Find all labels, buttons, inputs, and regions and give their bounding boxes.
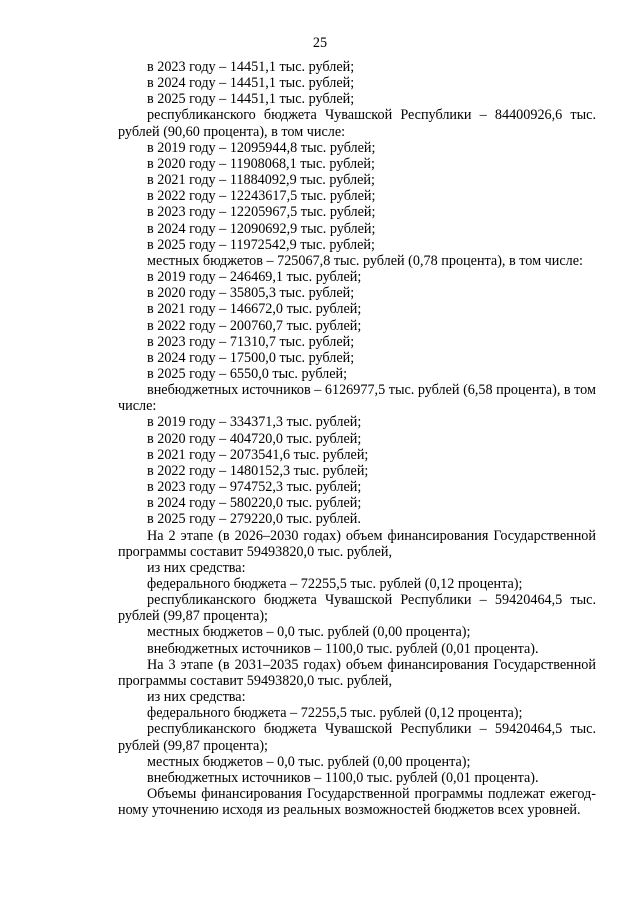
text-line: в 2019 году – 246469,1 тыс. рублей; xyxy=(147,269,362,286)
text-line: рублей (99,87 процента); xyxy=(118,608,268,625)
text-line: в 2024 году – 14451,1 тыс. рублей; xyxy=(147,75,355,92)
text-line: программы составит 59493820,0 тыс. рублей, xyxy=(118,543,393,560)
text-line: в 2025 году – 14451,1 тыс. рублей; xyxy=(147,91,355,108)
text-line: в 2022 году – 12243617,5 тыс. рублей; xyxy=(147,188,376,205)
text-line: в 2022 году – 200760,7 тыс. рублей; xyxy=(147,317,362,334)
document-body xyxy=(118,59,596,818)
text-line: в 2023 году – 14451,1 тыс. рублей; xyxy=(147,59,355,75)
text-line: в 2023 году – 974752,3 тыс. рублей; xyxy=(147,479,362,496)
text-line: федерального бюджета – 72255,5 тыс. рублей (0,12 процента); xyxy=(147,576,523,592)
text-line: в 2023 году – 12205967,5 тыс. рублей; xyxy=(147,204,376,221)
text-line: в 2025 году – 6550,0 тыс. рублей; xyxy=(147,365,348,382)
text-line: в 2024 году – 580220,0 тыс. рублей; xyxy=(147,495,362,512)
text-line: местных бюджетов – 0,0 тыс. рублей (0,00 процента); xyxy=(147,753,471,770)
text-line: в 2021 году – 2073541,6 тыс. рублей; xyxy=(147,446,369,463)
text-line: внебюджетных источников – 1100,0 тыс. рублей (0,01 процента). xyxy=(147,769,539,786)
text-line: федерального бюджета – 72255,5 тыс. рублей (0,12 процента); xyxy=(147,705,523,722)
text-line: в 2020 году – 404720,0 тыс. рублей; xyxy=(147,430,362,447)
text-line: республиканского бюджета Чувашской Республики – 84400926,6 тыс. xyxy=(147,107,596,124)
text-line: в 2020 году – 35805,3 тыс. рублей; xyxy=(147,285,355,302)
text-line: в 2019 году – 12095944,8 тыс. рублей; xyxy=(147,139,376,156)
text-line: республиканского бюджета Чувашской Республики – 59420464,5 тыс. xyxy=(147,592,596,609)
text-line: в 2024 году – 12090692,9 тыс. рублей; xyxy=(147,220,376,237)
text-line: в 2023 году – 71310,7 тыс. рублей; xyxy=(147,333,355,350)
text-line: рублей (99,87 процента); xyxy=(118,737,268,754)
text-line: из них средства: xyxy=(147,559,246,576)
text-line: в 2025 году – 11972542,9 тыс. рублей; xyxy=(147,236,375,253)
text-line: числе: xyxy=(118,398,157,415)
text-line: республиканского бюджета Чувашской Республики – 59420464,5 тыс. xyxy=(147,721,596,738)
text-line: в 2025 году – 279220,0 тыс. рублей. xyxy=(147,511,361,528)
text-line: внебюджетных источников – 6126977,5 тыс. рублей (6,58 процента), в том xyxy=(147,382,596,399)
text-line: внебюджетных источников – 1100,0 тыс. рублей (0,01 процента). xyxy=(147,640,539,657)
text-line: в 2021 году – 146672,0 тыс. рублей; xyxy=(147,301,362,318)
text-line: в 2021 году – 11884092,9 тыс. рублей; xyxy=(147,172,375,189)
text-line: На 2 этапе (в 2026–2030 годах) объем финансирования Государственной xyxy=(147,527,596,544)
text-line: в 2022 году – 1480152,3 тыс. рублей; xyxy=(147,462,369,479)
text-line: из них средства: xyxy=(147,689,246,706)
text-line: Объемы финансирования Государственной программы подлежат ежегод- xyxy=(147,786,596,803)
page-number: 25 xyxy=(312,35,328,51)
text-line: местных бюджетов – 0,0 тыс. рублей (0,00 процента); xyxy=(147,624,471,641)
text-line: в 2020 году – 11908068,1 тыс. рублей; xyxy=(147,155,375,172)
text-line: ному уточнению исходя из реальных возможностей бюджетов всех уровней. xyxy=(118,802,581,819)
text-line: рублей (90,60 процента), в том числе: xyxy=(118,123,346,140)
text-line: местных бюджетов – 725067,8 тыс. рублей (0,78 процента), в том числе: xyxy=(147,252,583,269)
text-line: На 3 этапе (в 2031–2035 годах) объем финансирования Государственной xyxy=(147,656,596,673)
text-line: в 2019 году – 334371,3 тыс. рублей; xyxy=(147,414,362,431)
text-line: программы составит 59493820,0 тыс. рублей, xyxy=(118,672,393,689)
text-line: в 2024 году – 17500,0 тыс. рублей; xyxy=(147,349,355,366)
